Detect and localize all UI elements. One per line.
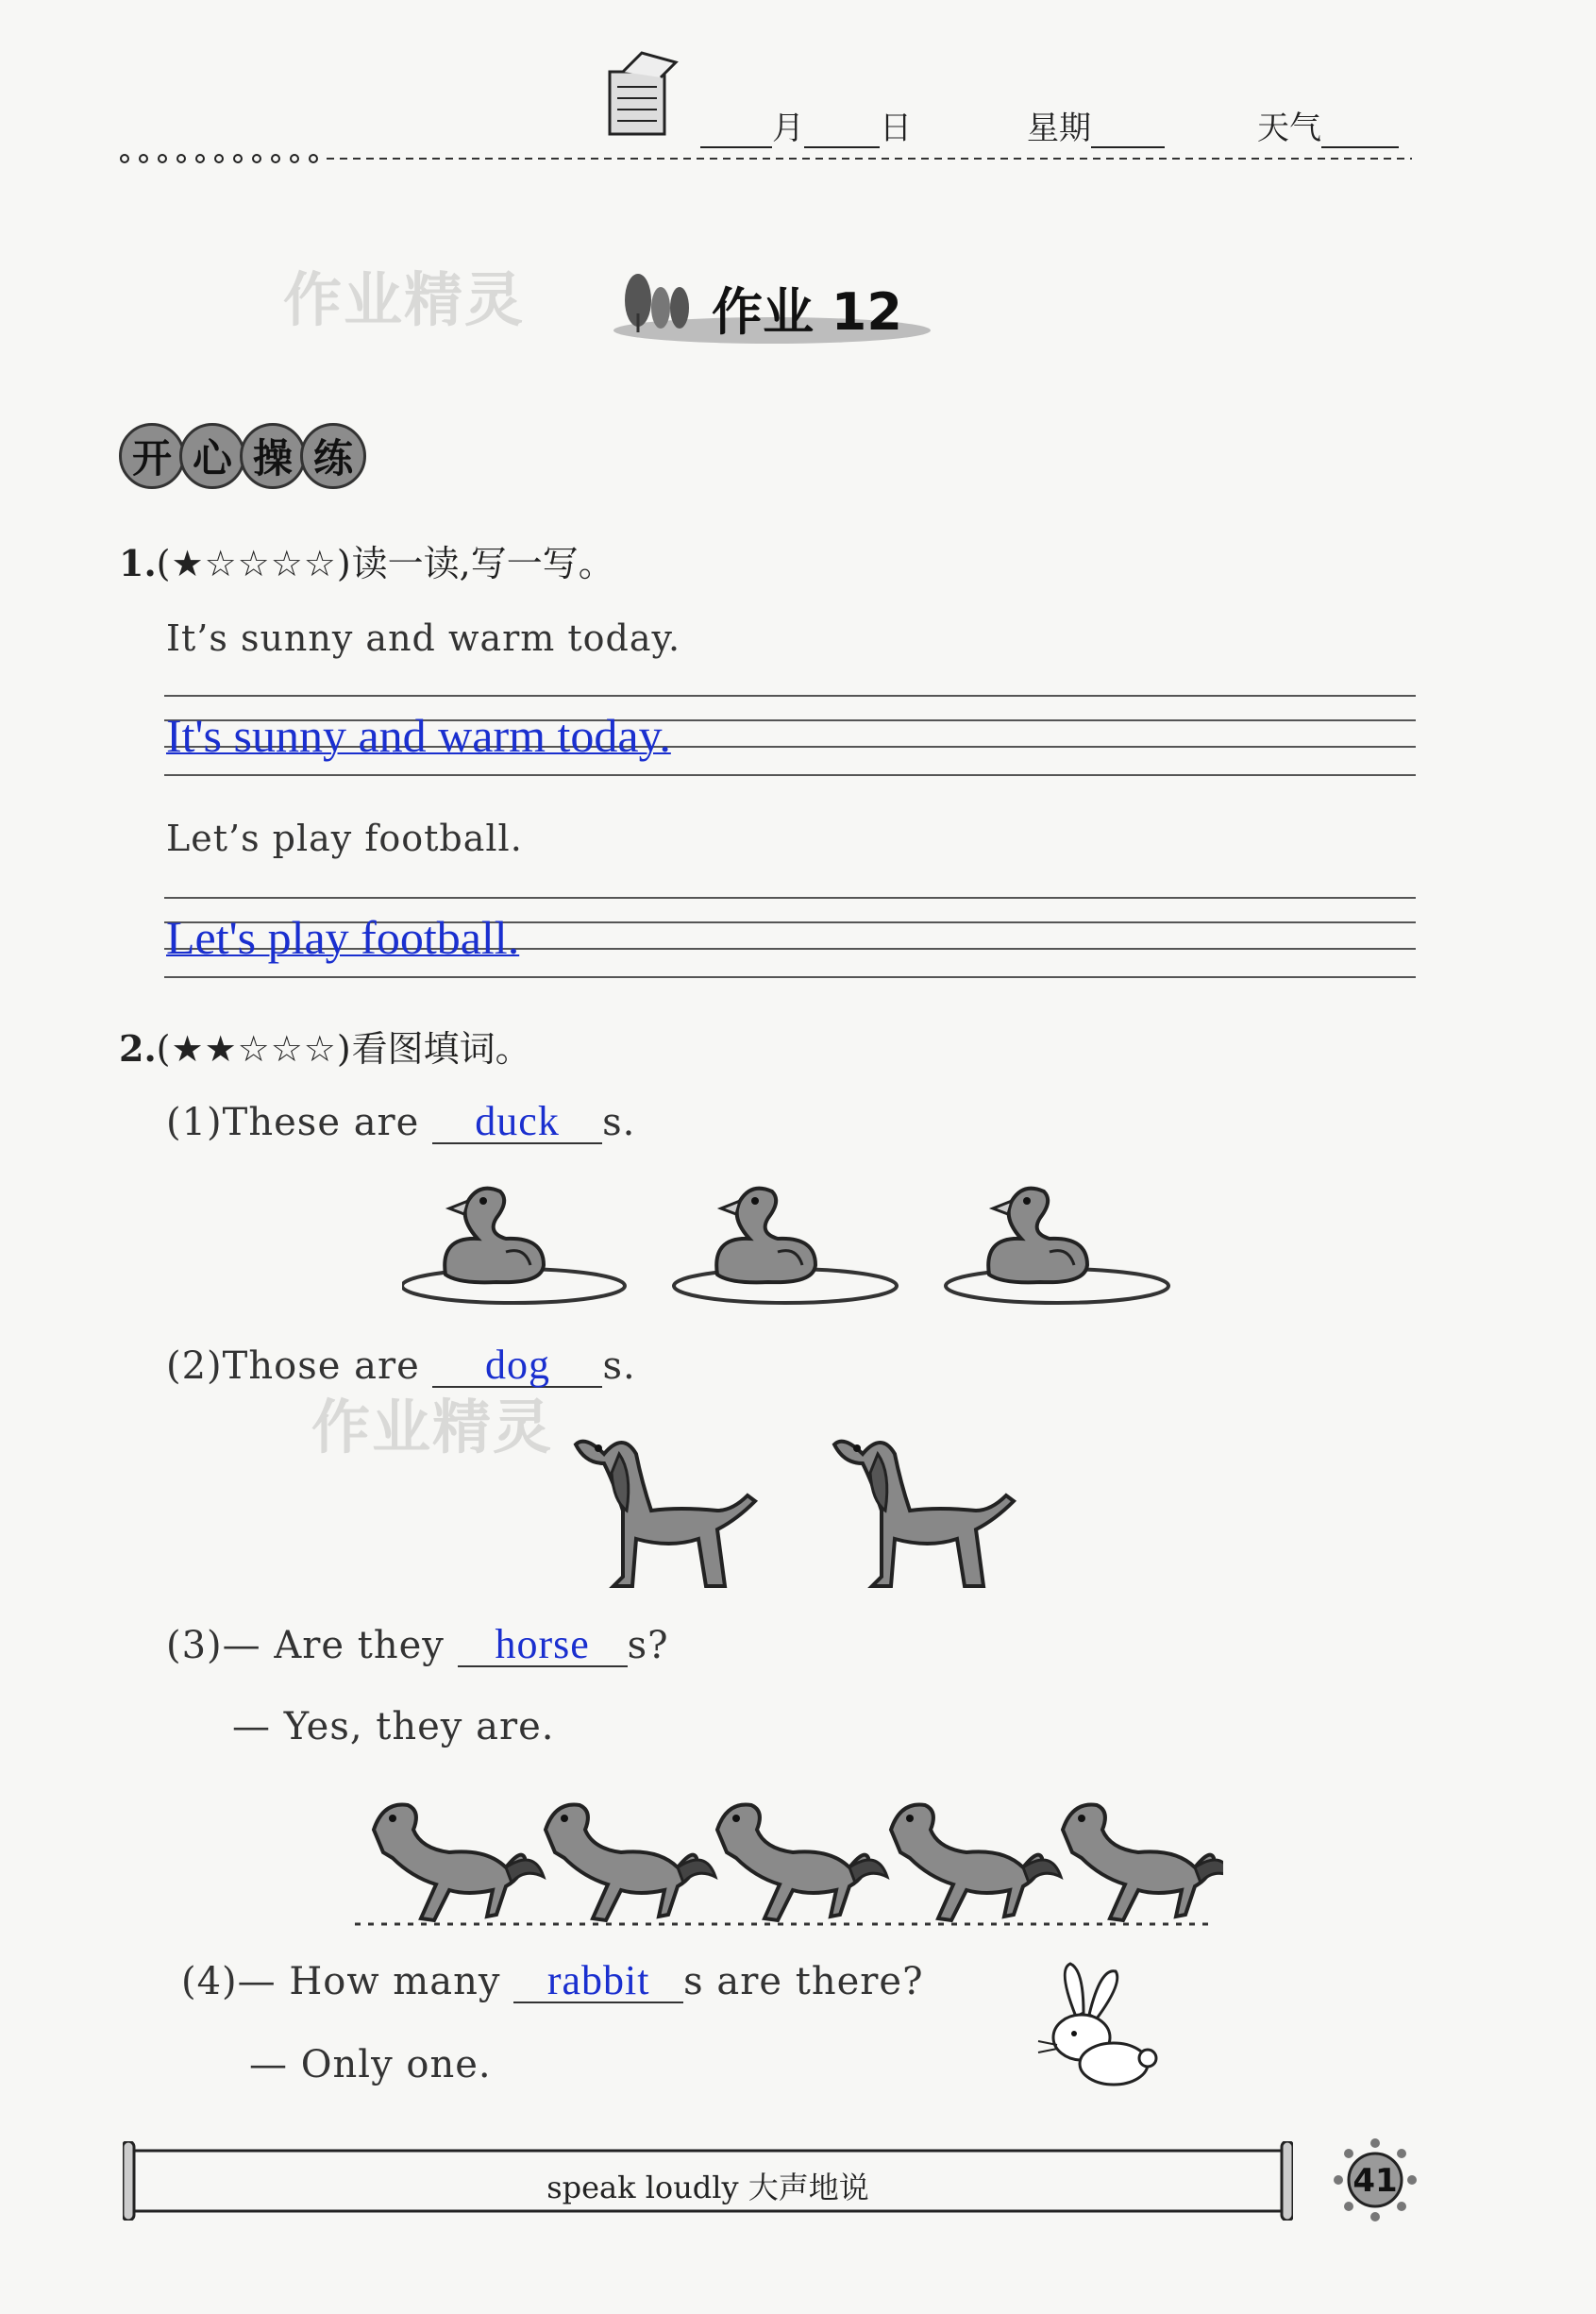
q2-item-1: (1)These are duck s. [166, 1098, 636, 1144]
question-1-heading: 1.(★☆☆☆☆)读一读,写一写。 [119, 542, 614, 584]
q2-item-4: (4)— How many rabbit s are there? [181, 1957, 924, 2003]
page-number: 41 [1352, 2162, 1398, 2200]
q2-answer-4: rabbit [513, 1960, 683, 2003]
question-2-heading: 2.(★★☆☆☆)看图填词。 [119, 1027, 531, 1070]
weekday-field: 星期 [1027, 102, 1165, 148]
dog-image [566, 1416, 1038, 1605]
q1-answer-2: Let's play football. [166, 911, 520, 964]
section-badge: 开 心 操 练 [119, 423, 361, 489]
q2-reply-4: — Only one. [249, 2043, 492, 2086]
rabbit-image [1029, 1960, 1161, 2092]
watermark: 作业精灵 [283, 265, 526, 334]
q2-item-2: (2)Those are dog s. [166, 1342, 636, 1388]
date-month-field: 月 日 [700, 102, 912, 148]
q1-sentence-1: It’s sunny and warm today. [166, 617, 681, 659]
q2-item-3: (3)— Are they horse s? [166, 1621, 669, 1667]
header-divider [119, 151, 1412, 166]
q1-sentence-2: Let’s play football. [166, 818, 523, 859]
calendar-icon [604, 49, 680, 140]
weather-field: 天气 [1257, 102, 1399, 148]
page-title: 作业 12 [612, 266, 932, 351]
q2-answer-3: horse [458, 1624, 628, 1667]
q2-reply-3: — Yes, they are. [232, 1705, 555, 1748]
tree-icon [625, 274, 689, 332]
q1-answer-1: It's sunny and warm today. [166, 709, 671, 762]
footer-text: speak loudly 大声地说 [546, 2170, 869, 2205]
watermark: 作业精灵 [311, 1393, 554, 1461]
duck-image [402, 1180, 1176, 1312]
horse-image [355, 1792, 1223, 1934]
q2-answer-2: dog [432, 1344, 602, 1388]
q2-answer-1: duck [432, 1101, 602, 1144]
